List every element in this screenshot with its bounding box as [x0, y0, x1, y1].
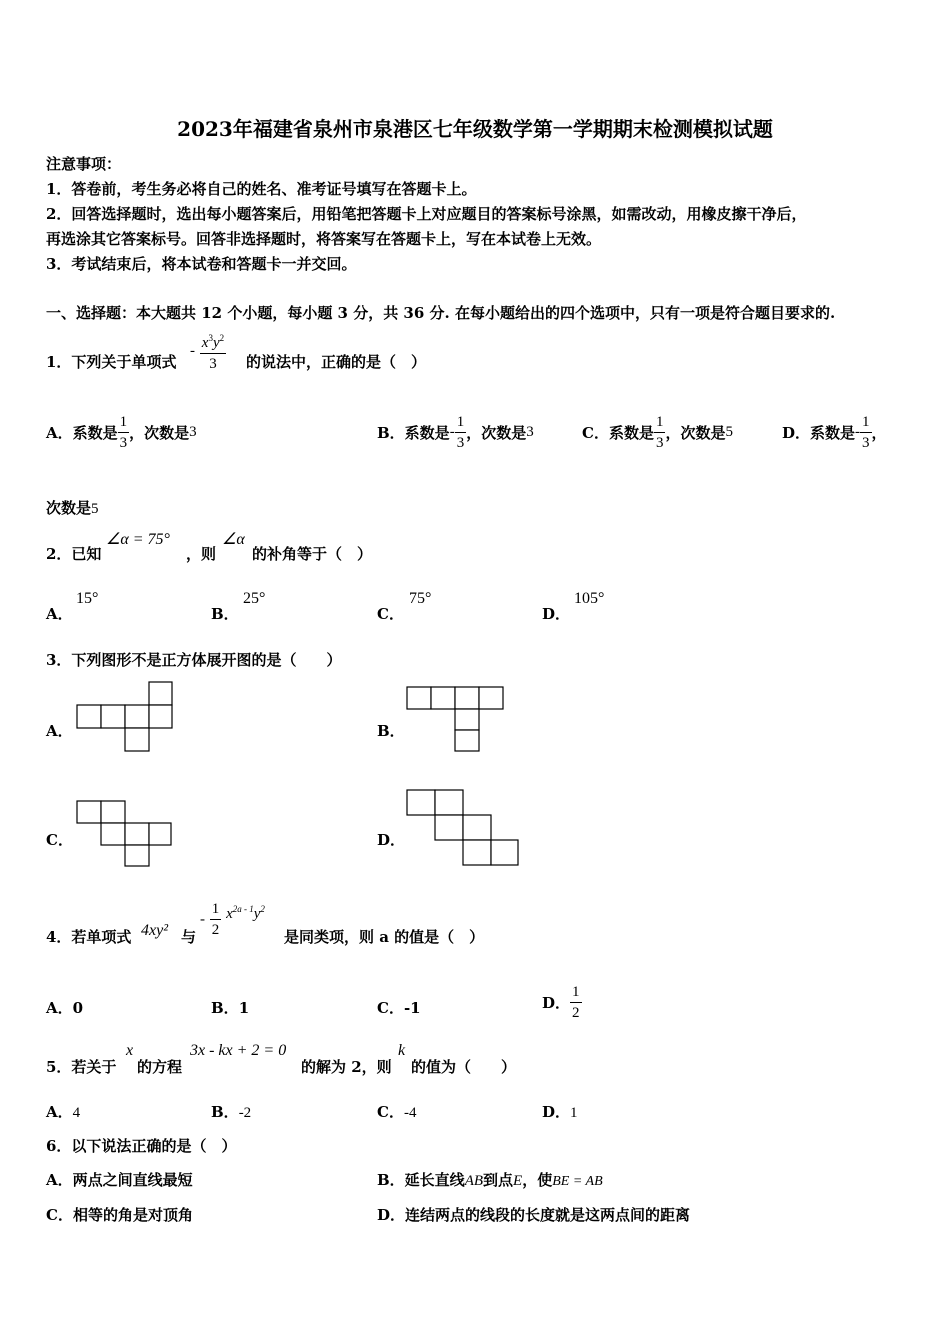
q1-option-a[interactable]: A．系数是 $\frac{1}{3}$ ，次数是3 [46, 414, 197, 451]
q2-option-d-label[interactable]: D． [542, 605, 571, 623]
q4-prefix: 4．若单项式 [46, 928, 132, 946]
q5-option-a[interactable]: A．4 [46, 1103, 81, 1121]
q6-option-c[interactable]: C．相等的角是对顶角 [46, 1206, 193, 1224]
q2-option-d-value: 105° [574, 590, 605, 607]
q3-option-a-net [76, 680, 176, 754]
q5-var: x [126, 1042, 134, 1059]
q1-option-b[interactable]: B．系数是- $\frac{1}{3}$ ，次数是3 [377, 414, 534, 451]
q6-option-d[interactable]: D．连结两点的线段的长度就是这两点间的距离 [377, 1206, 691, 1224]
q5-prefix: 5．若关于 [46, 1058, 117, 1076]
q3-option-a-label[interactable]: A． [46, 722, 73, 740]
q3-option-d-net [406, 789, 521, 869]
q5-mid1: 的方程 [137, 1058, 183, 1076]
q5-equation: 3x - kx + 2 = 0 [190, 1042, 287, 1059]
q2-given-angle: ∠α = 75° [106, 531, 170, 548]
q2-option-a-label[interactable]: A． [46, 605, 73, 623]
q2-option-c-value: 75° [409, 590, 432, 607]
q4-option-b[interactable]: B．1 [211, 999, 250, 1017]
notice-item-1: 1．答卷前，考生务必将自己的姓名、准考证号填写在答题卡上。 [46, 180, 477, 198]
q4-term2: - $\frac{1}{2}$ $x^{2a - 1}y^2$ [200, 901, 265, 938]
page-title: 2023年福建省泉州市泉港区七年级数学第一学期期末检测模拟试题 [177, 117, 773, 141]
q1-option-d-wrap: 次数是5 [46, 499, 99, 517]
q5-option-c[interactable]: C．-4 [377, 1103, 417, 1121]
q1-option-c[interactable]: C．系数是 $\frac{1}{3}$ ，次数是5 [582, 414, 733, 451]
q5-k: k [398, 1042, 406, 1059]
q5-option-b[interactable]: B．-2 [211, 1103, 252, 1121]
section-heading: 一、选择题：本大题共 12 个小题，每小题 3 分，共 36 分. 在每小题给出的四个选项中，只有一项是符合题目要求的. [46, 304, 836, 322]
q4-option-a[interactable]: A．0 [46, 999, 84, 1017]
q2-suffix: 的补角等于（ ） [252, 545, 373, 563]
q1-option-d[interactable]: D．系数是- $\frac{1}{3}$ ， [782, 414, 887, 451]
q3-option-b-net [406, 686, 506, 754]
q6-text: 6．以下说法正确的是（ ） [46, 1137, 237, 1155]
q5-suffix: 的值为（ ） [411, 1058, 517, 1076]
q2-mid: ，则 [186, 545, 217, 563]
q6-option-a[interactable]: A．两点之间直线最短 [46, 1171, 193, 1189]
q2-option-a-value: 15° [76, 590, 99, 607]
q3-option-c-net [76, 799, 176, 869]
q4-option-d[interactable]: D． $\frac{1}{2}$ [542, 984, 580, 1021]
q2-option-b-label[interactable]: B． [211, 605, 239, 623]
q4-suffix: 是同类项，则 a 的值是（ ） [284, 928, 485, 946]
q3-option-d-label[interactable]: D． [377, 831, 406, 849]
q4-mid: 与 [181, 928, 197, 946]
q1-suffix: 的说法中，正确的是（ ） [246, 353, 427, 371]
q2-angle: ∠α [222, 531, 245, 548]
q3-option-c-label[interactable]: C． [46, 831, 73, 849]
q1-expression: - $\frac{x^3y^2}{3}$ [190, 333, 225, 372]
notice-item-3: 3．考试结束后，将本试卷和答题卡一并交回。 [46, 255, 357, 273]
notice-item-2: 2．回答选择题时，选出每小题答案后，用铅笔把答题卡上对应题目的答案标号涂黑，如需改动，用橡皮擦干净后， [46, 205, 807, 223]
q2-option-b-value: 25° [243, 590, 266, 607]
q2-option-c-label[interactable]: C． [377, 605, 404, 623]
q4-term1: 4xy² [141, 922, 168, 939]
q5-option-d[interactable]: D．1 [542, 1103, 578, 1121]
q1-prefix: 1．下列关于单项式 [46, 353, 177, 371]
q3-text: 3．下列图形不是正方体展开图的是（ ） [46, 651, 342, 669]
q5-mid2: 的解为 2，则 [301, 1058, 392, 1076]
notice-heading: 注意事项： [46, 155, 122, 173]
q4-option-c[interactable]: C．-1 [377, 999, 421, 1017]
q6-option-b[interactable]: B．延长直线AB到点E，使BE = AB [377, 1171, 603, 1189]
q2-prefix: 2．已知 [46, 545, 102, 563]
q3-option-b-label[interactable]: B． [377, 722, 405, 740]
notice-item-2-cont: 再选涂其它答案标号。回答非选择题时，将答案写在答题卡上，写在本试卷上无效。 [46, 230, 602, 248]
